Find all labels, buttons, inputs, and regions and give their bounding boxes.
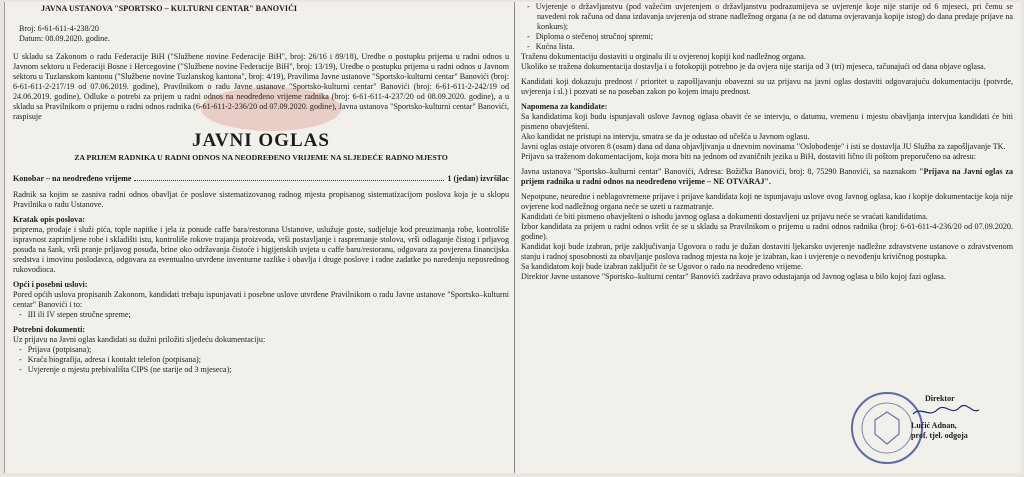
signature-block xyxy=(911,394,1011,441)
list-item: - Prijava (potpisana); xyxy=(29,345,509,355)
note-paragraph: Sa kandidatima koji budu ispunjavali uslove Javnog oglasa obavit će se intervju, o datumu, vremenu i mjestu obavljanja intervjua kandidati će biti pismeno obavještení. xyxy=(521,112,1013,131)
address-text: Javna ustanova "Sportsko–kulturni centar" Banovići, Adresa: Božička Banovići, broj: 8, 75290 Banovići, sa naznakom xyxy=(521,167,920,176)
position-line xyxy=(13,173,509,184)
document-date: Datum: 08.09.2020. godine. xyxy=(19,34,110,43)
conditions-list xyxy=(13,310,509,320)
note-paragraph: Javni oglas ostaje otvoren 8 (osam) dana od dana objavljivanja u dnevnim novinama "Oslobođenje" i isti se dostavlja JU Služba za zapošljavanje TK. xyxy=(521,142,1006,151)
left-column xyxy=(13,2,509,375)
page-title: JAVNI OGLAS xyxy=(192,130,330,151)
envelope-marking: "Prijava na Javni oglas za prijem radnika u radni odnos na neodređeno vrijeme – NE OTVARAJ". xyxy=(521,167,1014,186)
legal-basis-paragraph: U skladu sa Zakonom o radu Federacije BiH ("Službene novine Federacije BiH", broj: 26/16 i 89/18), Uredbe o postupku prijema u radni odnos u Javnom sektoru u Federaciji Bosne i Hercegovine ("Službene novine Federacije BiH", broj: 13/19), Uredbe o postupku prijema u radni odnos u Javnom sektoru u Tuzlanskom kantonu ("Službene novine Tuzlanskog kantona", broj: 4/19), Pravilima Javne ustanove "Sportsko-kulturni centar" Banovići (broj: 6-61-611-2-217/19 od 07.06.2019. godine), Pravilnikom o radu Javne ustanove "Sportsko-kulturni centar" Banovići (broj: 6-61-611-2-242/19 od 24.06.2019. godine), Odluke o potrebi za prijem u radni odnos na neodređeno vrijeme radnika (broj: 6-61-611-4-237/20 od 08.09.2020. godine), a u skladu sa Pravilnikom o prijemu u radni odnos radnika (6-61-611-2-236/20 od 07.09.2020. godine), Javna ustanova "Sportsko-kulturni centar" Banovići, raspisuje xyxy=(13,52,509,121)
position-name: Konobar – na neodređeno vrijeme xyxy=(13,174,132,183)
closing-paragraph: Sa kandidatom koji bude izabran zaključit će se Ugovor o radu na neodređeno vrijeme. xyxy=(521,262,803,271)
signer-degree: prof. tjel. odgoja xyxy=(911,431,968,440)
signer-title: Direktor xyxy=(925,394,955,403)
closing-paragraph: Kandidat koji bude izabran, prije zaključivanja Ugovora o radu je dužan dostaviti ljekarsko uvjerenje nadležne zdravstvene ustanove o zdravstvenom stanju i radnoj sposobnosti za obavljanje poslova radnog mjesta na koje je izabran, kao i uvjerenje o nevođenju krivičnog postupka. xyxy=(521,242,1013,261)
closing-paragraph: Direktor Javne ustanove "Sportsko–kulturni centar" Banovići zadržava pravo odustajanja od Javnog oglasa u bilo kojoj fazi oglasa. xyxy=(521,272,946,281)
institution-header: JAVNA USTANOVA "SPORTSKO – KULTURNI CENTAR" BANOVIĆI xyxy=(41,4,298,13)
documents-intro: Uz prijavu na Javni oglas kandidati su dužni priložiti sljedeću dokumentaciju: xyxy=(13,335,266,344)
page-subtitle: ZA PRIJEM RADNIKA U RADNI ODNOS NA NEODREĐENO VRIJEME NA SLJEDEĆE RADNO MJESTO xyxy=(74,153,448,162)
right-column xyxy=(521,2,1013,282)
column-divider xyxy=(514,2,515,473)
position-description: Radnik sa kojim se zasniva radni odnos obavljat će poslove sistematizovanog radnog mjesta propisanog sistematizacijom poslova koja je u sklopu Pravilnika o radu Ustanove. xyxy=(13,190,509,209)
closing-paragraph: Nepotpune, neuredne i neblagovremene prijave i prijave kandidata koji ne ispunjavaju uslove ovog Javnog oglasa, kao i kopije dokumentacije koja nije ovjerene kod nadležnog organa neće se uzeti u razmatranje. xyxy=(521,192,1013,211)
position-count: 1 (jedan) izvršilac xyxy=(447,174,509,183)
priority-paragraph: Kandidati koji dokazuju prednost / prioritet u zapošljavanju obavezni su uz prijavu na javni oglas dostaviti odgovarajuću dokumentaciju (potvrde, uvjerenja i sl.) i pozvati se na poseban zakon po kojem imaju prednost. xyxy=(521,77,1013,96)
list-item: - Diploma o stečenoj stručnoj spremi; xyxy=(537,32,1013,42)
duties-heading: Kratak opis poslova: xyxy=(13,215,85,224)
list-item: - Kućna lista. xyxy=(537,42,1013,52)
documents-heading: Potrebni dokumenti: xyxy=(13,325,86,334)
submission-address xyxy=(521,167,1013,187)
list-item: - Uvjerenje o državljanstvu (pod važećim uvjerenjem o državljanstvu podrazumijeva se uvjerenje koje nije starije od 6 mjeseci, pri čemu se navedeni rok računa od dana izdavanja uvjerenja od strane nadležnog organa (a ne od datuma ovjeravanja kopije istog) do dana predaje prijave na konkurs); xyxy=(537,2,1013,32)
document-meta xyxy=(19,24,509,44)
note-paragraph: Prijavu sa traženom dokumentacijom, koja mora biti na jednom od zvaničnih jezika u BiH, dostaviti lično ili poštom preporučeno na adresu: xyxy=(521,152,976,161)
list-item: - III ili IV stepen stručne spreme; xyxy=(29,310,509,320)
documents-list xyxy=(13,345,509,375)
list-item: - Kraća biografija, adresa i kontakt telefon (potpisana); xyxy=(29,355,509,365)
conditions-heading: Opći i posebni uslovi: xyxy=(13,280,88,289)
signer-name: Lučić Adnan, xyxy=(911,421,957,430)
notes-heading: Napomena za kandidate: xyxy=(521,102,608,111)
closing-paragraph: Izbor kandidata za prijem u radni odnos vršit će se u skladu sa Pravilnikom o prijemu u radni odnos radnika (broj: 6-61-611-4-236/20 od 07.09.2020. godine). xyxy=(521,222,1013,241)
documents-list-continued xyxy=(521,2,1013,52)
list-item: - Uvjerenje o mjestu prebivališta CIPS (ne starije od 3 mjeseca); xyxy=(29,365,509,375)
newspaper-page xyxy=(4,2,1021,473)
handwritten-signature-icon xyxy=(911,404,981,418)
copy-validity-paragraph: Ukoliko se tražena dokumentacija dostavlja i u fotokopiji potrebno je da ovjera nije starija od 3 (tri) mjeseca, računajući od dana objave oglasa. xyxy=(521,62,986,71)
duties-text: priprema, prodaje i služi pića, tople napitke i jela iz ponude caffe bara/restorana Ustanove, uslužuje goste, sudjeluje kod preuzimanja robe, kontroliše ispravnost zaprimljene robe i skladišti istu, kontroliše rokove trajanja proizvoda, vrši postavljanje i raspremanje stolova, vrši odlaganje čistog i prljavog posuđa na šank, vrši pranje prljavog posuđa, brine oko održavanja čistoće i higijenskih uvjeta u caffe baru/restoranu, odgovara za povjerena financijska sredstva i imovinu poslodavca, odgovara za eventualno utvrđene inventurne razlike i obavlja i druge poslove i radne zadatke po naređenju neposrednog rukovodioca. xyxy=(13,225,509,274)
original-docs-paragraph: Traženu dokumentaciju dostaviti u orginalu ili u ovjerenoj kopiji kod nadležnog organa. xyxy=(521,52,806,61)
conditions-text: Pored općih uslova propisanih Zakonom, kandidati trebaju ispunjavati i posebne uslove utvrđene Pravilnikom o radu Javne ustanove "Sportsko–kulturni centar" Banovići i to: xyxy=(13,290,509,309)
dotted-leader xyxy=(134,173,444,181)
document-number: Broj: 6-61-611-4-238/20 xyxy=(19,24,99,33)
note-paragraph: Ako kandidat ne pristupi na intervju, smatra se da je odustao od učešća u Javnom oglasu. xyxy=(521,132,810,141)
closing-paragraph: Kandidati će biti pismeno obavješteni o ishodu javnog oglasa a dokumenti dostavljeni uz prijavu neće se vraćati kandidatima. xyxy=(521,212,928,221)
